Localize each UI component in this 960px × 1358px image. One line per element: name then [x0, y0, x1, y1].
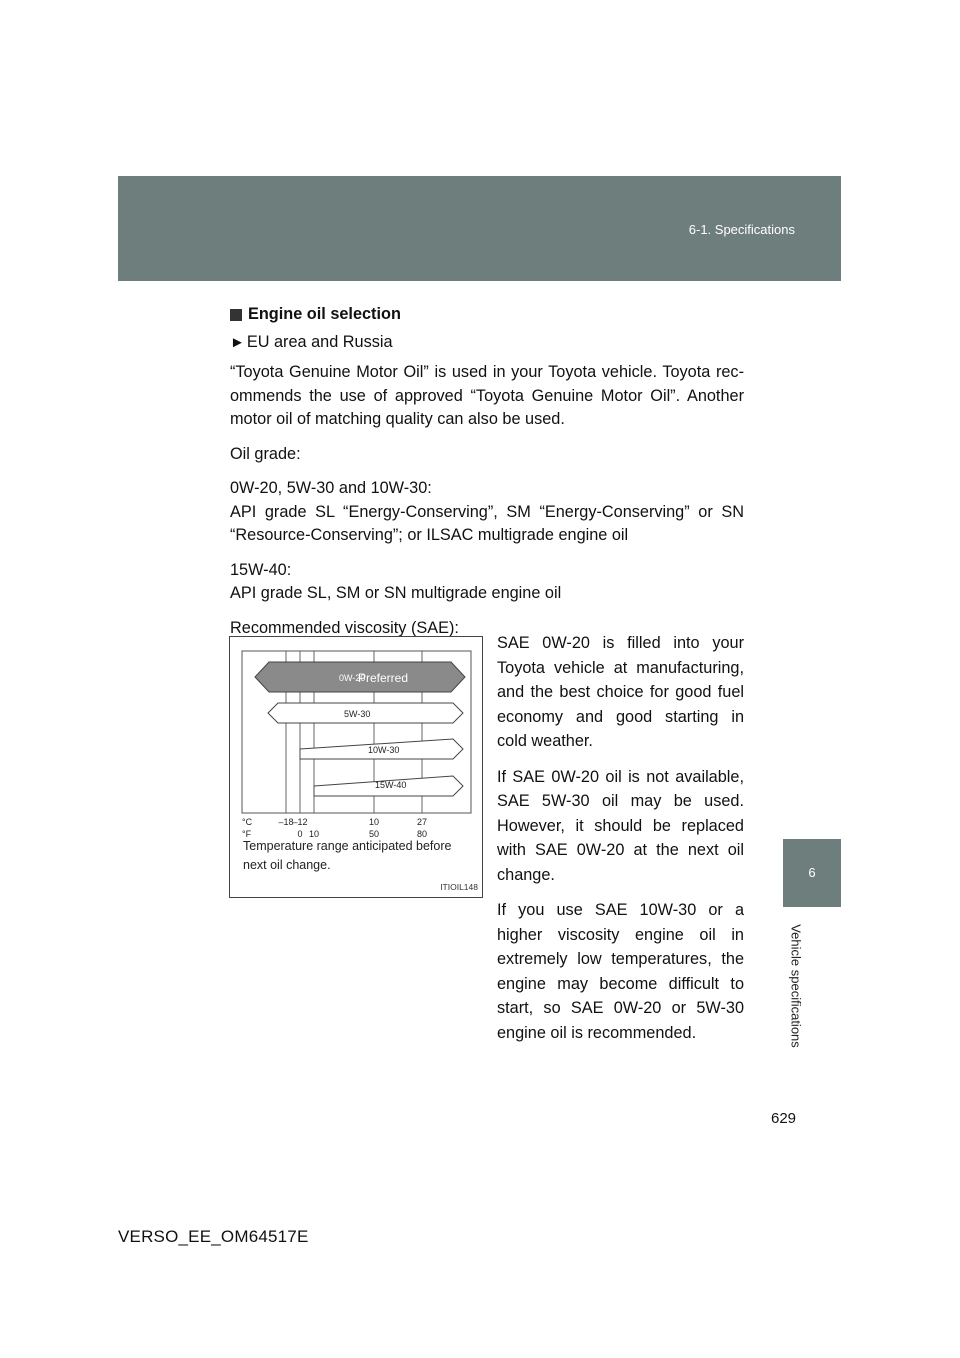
chapter-title: [784, 915, 808, 1057]
square-bullet-icon: [230, 309, 242, 321]
figure-code: ITIOIL148: [440, 882, 478, 892]
document-code: VERSO_EE_OM64517E: [118, 1227, 309, 1246]
bar-label-preferred: Preferred: [358, 671, 409, 685]
f-tick: 0: [297, 829, 303, 839]
note-paragraph-2: If SAE 0W-20 oil is not available, SAE 5W-30 oil may be used. However, it should be replaced with SAE 0W-20 at the next oil change.: [497, 767, 744, 884]
section-title: 6-1. Specifications: [688, 222, 795, 237]
region-line: [230, 331, 744, 355]
oil-grade-label: Oil grade:: [230, 444, 301, 463]
heading-text: Engine oil selection: [248, 305, 401, 323]
bar-label-5w30: 5W-30: [344, 709, 371, 719]
grade2-text: API grade SL, SM or SN multigrade engine oil: [230, 584, 562, 602]
note-paragraph-1: SAE 0W-20 is filled into your Toyota vehicle at manufacturing, and the best choice for good fuel economy and good starting in cold weather.: [497, 634, 744, 750]
figure-caption: Temperature range anticipated before next oil change.: [243, 839, 452, 872]
c-tick: –12: [292, 817, 308, 827]
c-tick: –18: [278, 817, 294, 827]
f-tick: 50: [368, 829, 380, 839]
c-tick: 10: [368, 817, 380, 827]
unit-celsius: °C: [242, 817, 253, 827]
grade1-title: 0W-20, 5W-30 and 10W-30:: [230, 479, 432, 497]
note-paragraph-3: If you use SAE 10W-30 or a higher viscosity engine oil in extremely low temperatures, the engine may become difficult to start, so SAE 0W-20 or 5W-30 engine oil is recommended.: [497, 901, 744, 1042]
unit-fahrenheit: °F: [242, 829, 252, 839]
f-tick: 80: [416, 829, 428, 839]
intro-paragraph: “Toyota Genuine Motor Oil” is used in your Toyota vehicle. Toyota rec-ommends the use of approved “Toyota Genuine Motor Oil”. Another motor oil of matching quality can also be used.: [230, 363, 744, 428]
grade1-text: API grade SL “Energy-Conserving”, SM “Energy-Conserving” or SN “Resource-Conserving”; or ILSAC multigrade engine oil: [230, 502, 744, 544]
header-band: [118, 176, 841, 281]
bar-label-15w40: 15W-40: [375, 780, 407, 790]
f-tick: 10: [308, 829, 320, 839]
c-tick: 27: [416, 817, 428, 827]
viscosity-figure: [229, 636, 483, 898]
chapter-tab[interactable]: 6: [783, 839, 841, 907]
region-text: EU area and Russia: [246, 332, 393, 351]
bar-label-0w20: 0W-20: [339, 673, 366, 683]
main-content: [230, 303, 744, 640]
bar-label-10w30: 10W-30: [368, 745, 400, 755]
page-number: 629: [771, 1110, 797, 1127]
viscosity-notes: [497, 631, 744, 1056]
chapter-title-text: Vehicle specifications: [788, 924, 804, 1048]
grade2-title: 15W-40:: [230, 560, 292, 579]
section-heading: [230, 303, 744, 327]
triangle-right-icon: ►: [230, 333, 245, 351]
viscosity-label: Recommended viscosity (SAE):: [230, 618, 459, 637]
